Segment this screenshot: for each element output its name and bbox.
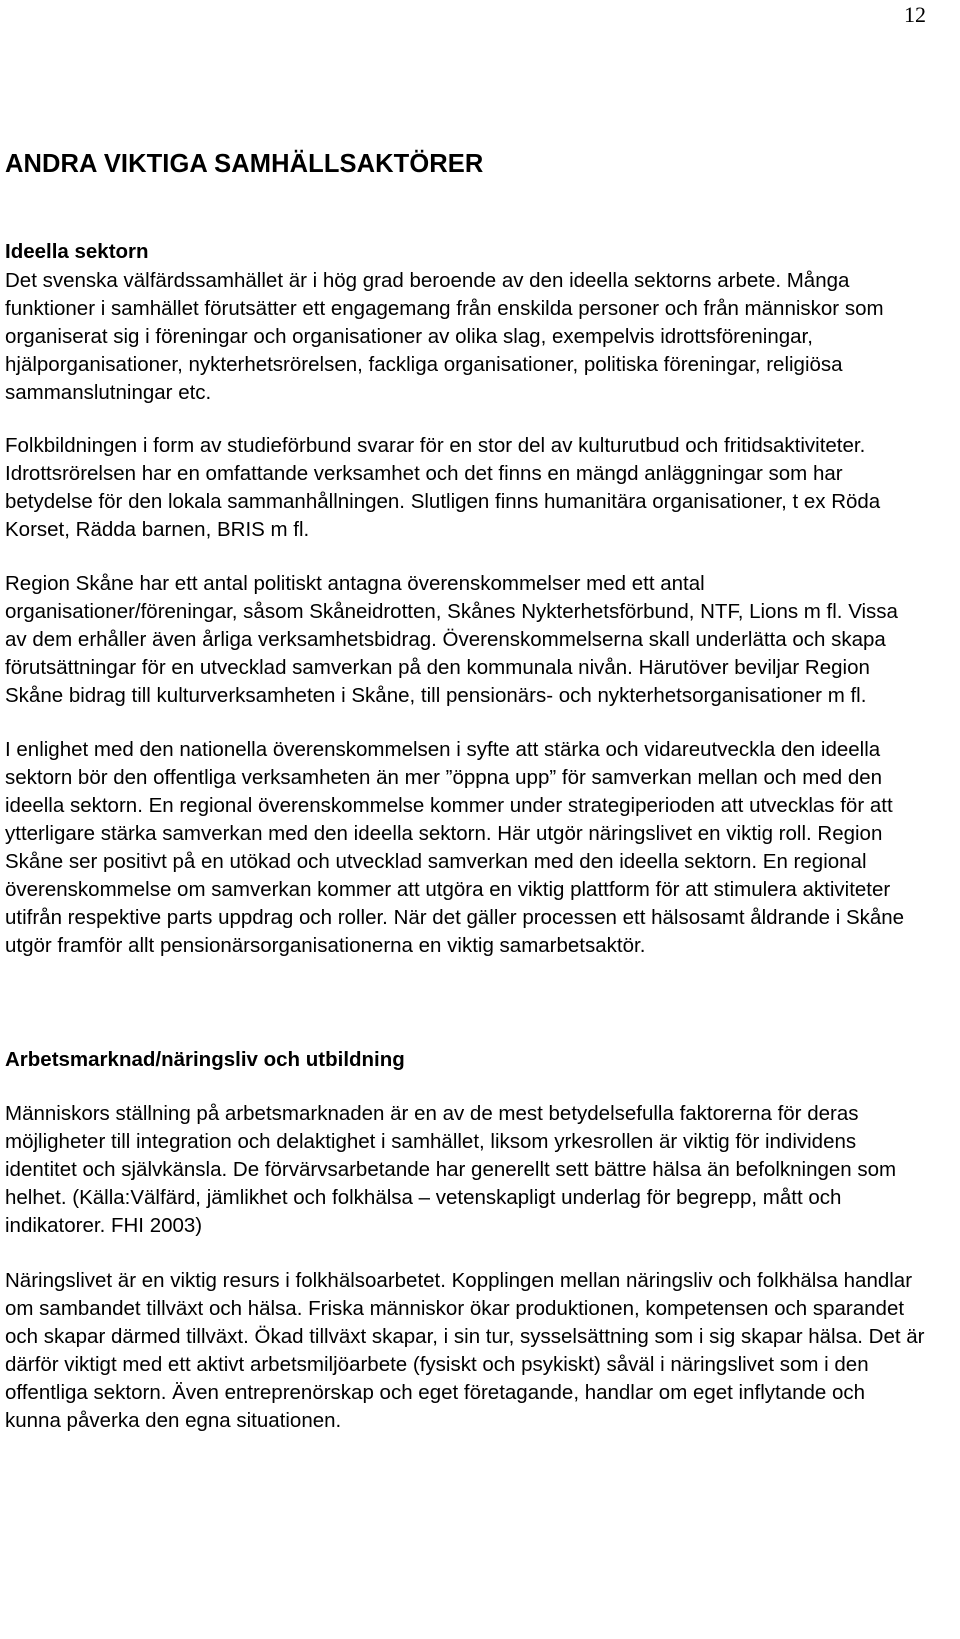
paragraph: Människors ställning på arbetsmarknaden är en av de mest betydelsefulla faktorerna för deras möjligheter till integration och delaktighet i samhället, liksom yrkesrollen är viktig för individens identitet och självkänsla. De förvärvsarbetande har generellt sett bättre hälsa än befolkningen som helhet. (Källa:Välfärd, jämlikhet och folkhälsa – vetenskapligt underlag för begrepp, mått och indikatorer. FHI 2003) [5, 1102, 897, 1237]
section-title: ANDRA VIKTIGA SAMHÄLLSAKTÖRER [5, 150, 484, 178]
paragraph: Det svenska välfärdssamhället är i hög grad beroende av den ideella sektorns arbete. Många funktioner i samhället förutsätter ett engagemang från enskilda personer och från människor som organiserat sig i föreningar och organisationer av olika slag, exempelvis idrottsföreningar, hjälporganisationer, nykterhetsrörelsen, fackliga organisationer, politiska föreningar, religiösa sammanslutningar etc. [5, 269, 884, 404]
paragraph: Näringslivet är en viktig resurs i folkhälsoarbetet. Kopplingen mellan näringsliv och folkhälsa handlar om sambandet tillväxt och hälsa. Friska människor ökar produktionen, kompetensen och sparandet och skapar därmed tillväxt. Ökad tillväxt skapar, i sin tur, sysselsättning som i sig skapar hälsa. Det är därför viktigt med ett aktivt arbetsmiljöarbete (fysiskt och psykiskt) såväl i näringslivet som i den offentliga sektorn. Även entreprenörskap och eget företagande, handlar om eget inflytande och kunna påverka den egna situationen. [5, 1269, 925, 1432]
paragraph: Region Skåne har ett antal politiskt antagna överenskommelser med ett antal organisationer/föreningar, såsom Skåneidrotten, Skånes Nykterhetsförbund, NTF, Lions m fl. Vissa av dem erhåller även årliga verksamhetsbidrag. Överenskommelserna skall underlätta och skapa förutsättningar för en utvecklad samverkan på den kommunala nivån. Härutöver beviljar Region Skåne bidrag till kulturverksamheten i Skåne, till pensionärs- och nykterhetsorganisationer m fl. [5, 572, 898, 707]
document-body [5, 148, 925, 1435]
paragraph: Folkbildningen i form av studieförbund svarar för en stor del av kulturutbud och fritidsaktiviteter. Idrottsrörelsen har en omfattande verksamhet och det finns en mängd anläggningar som har betydelse för den lokala sammanhållningen. Slutligen finns humanitära organisationer, t ex Röda Korset, Rädda barnen, BRIS m fl. [5, 434, 881, 541]
subheading-arbetsmarknad: Arbetsmarknad/näringsliv och utbildning [5, 1048, 405, 1071]
page-number: 12 [904, 2, 926, 27]
paragraph: I enlighet med den nationella överenskommelsen i syfte att stärka och vidareutveckla den ideella sektorn bör den offentliga verksamheten än mer ”öppna upp” för samverkan mellan och med den ideella sektorn. En regional överenskommelse kommer under strategiperioden att utvecklas för att ytterligare stärka samverkan med den ideella sektorn. Här utgör näringslivet en viktig roll. Region Skåne ser positivt på en utökad och utvecklad samverkan med den ideella sektorn. En regional överenskommelse om samverkan kommer att utgöra en viktig plattform för att stimulera aktiviteter utifrån respektive parts uppdrag och roller. När det gäller processen ett hälsosamt åldrande i Skåne utgör framför allt pensionärsorganisationerna en viktig samarbetsaktör. [5, 738, 905, 957]
subheading-ideella-sektorn: Ideella sektorn [5, 240, 149, 263]
